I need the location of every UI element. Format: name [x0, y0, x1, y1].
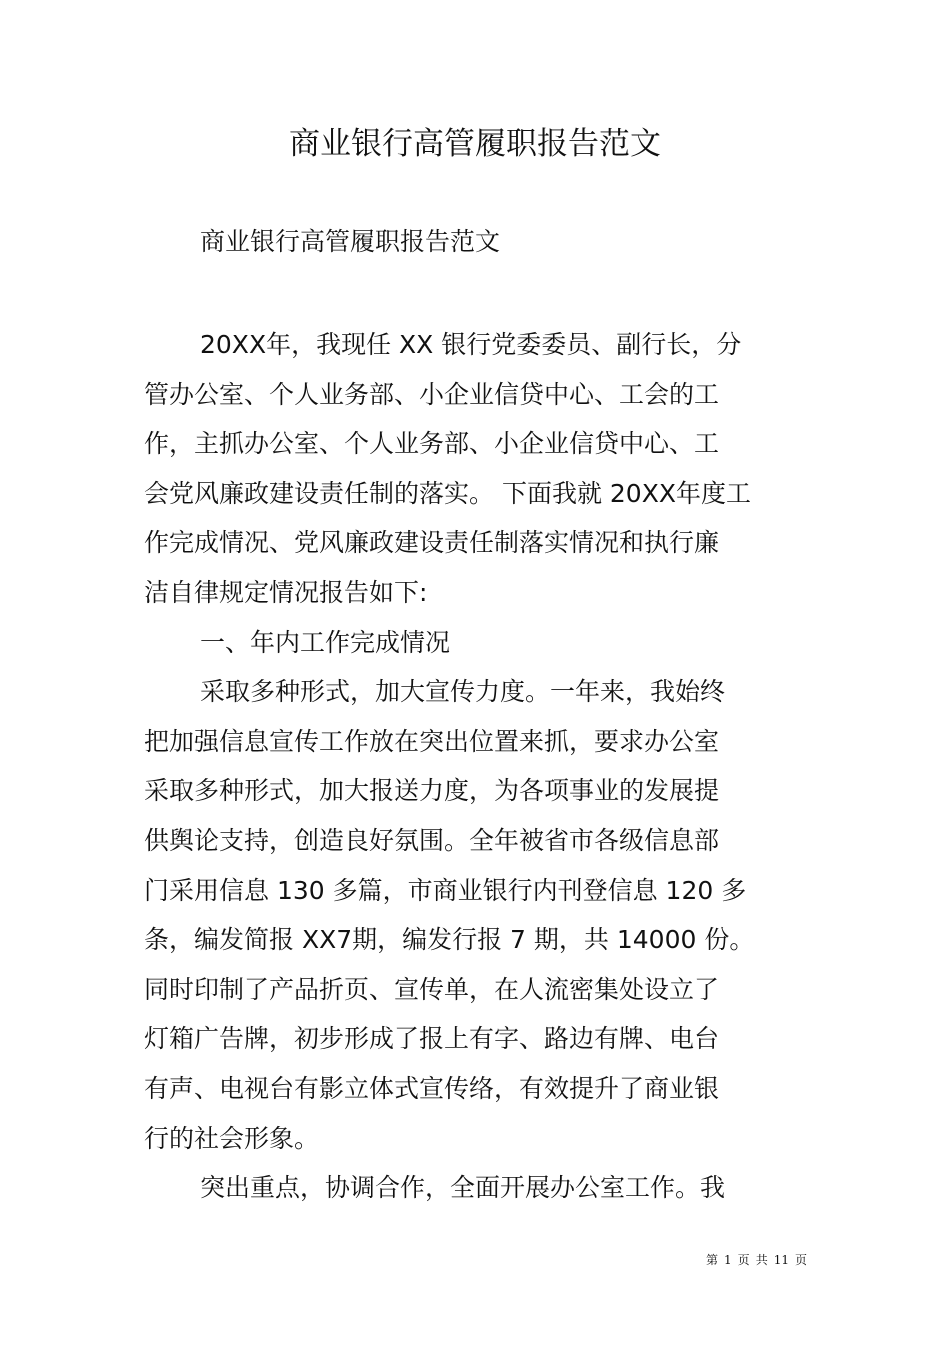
- footer-label-page: 第: [706, 1253, 719, 1267]
- document-title: 商业银行高管履职报告范文: [289, 126, 661, 162]
- body-line: 突出重点，协调合作，全面开展办公室工作。我: [200, 1173, 726, 1203]
- footer-label-unit2: 页: [794, 1253, 807, 1267]
- body-line: 把加强信息宣传工作放在突出位置来抓，要求办公室: [144, 726, 720, 756]
- body-line: 20XX年，我现任 XX 银行党委委员、副行长，分: [200, 330, 742, 359]
- body-line: 管办公室、个人业务部、小企业信贷中心、工会的工: [144, 379, 720, 409]
- body-line: 作完成情况、党风廉政建设责任制落实情况和执行廉: [144, 528, 720, 558]
- body-line: 行的社会形象。: [144, 1123, 320, 1153]
- footer-label-total: 共: [755, 1253, 768, 1267]
- document-body: [144, 320, 824, 1213]
- page-footer: [660, 1252, 810, 1268]
- section-heading: 一、年内工作完成情况: [200, 627, 451, 657]
- body-line: 条，编发简报 XX7期，编发行报 7 期，共 14000 份。: [144, 925, 755, 955]
- footer-total-pages: 11: [773, 1253, 789, 1267]
- body-line: 作，主抓办公室、个人业务部、小企业信贷中心、工: [144, 429, 720, 459]
- body-line: 同时印制了产品折页、宣传单，在人流密集处设立了: [144, 974, 720, 1004]
- body-line: 灯箱广告牌，初步形成了报上有字、路边有牌、电台: [144, 1024, 720, 1054]
- body-line: 洁自律规定情况报告如下:: [144, 577, 428, 607]
- body-line: 采取多种形式，加大宣传力度。一年来，我始终: [200, 677, 726, 707]
- footer-label-unit: 页: [737, 1253, 750, 1267]
- document-subtitle: 商业银行高管履职报告范文: [200, 227, 501, 256]
- body-line: 门采用信息 130 多篇，市商业银行内刊登信息 120 多: [144, 875, 747, 905]
- footer-page-number: 1: [724, 1253, 732, 1267]
- body-line: 采取多种形式，加大报送力度，为各项事业的发展提: [144, 776, 720, 806]
- body-line: 供舆论支持，创造良好氛围。全年被省市各级信息部: [144, 825, 720, 855]
- body-line: 有声、电视台有影立体式宣传络，有效提升了商业银: [144, 1073, 720, 1103]
- body-line: 会党风廉政建设责任制的落实。 下面我就 20XX年度工: [144, 478, 751, 508]
